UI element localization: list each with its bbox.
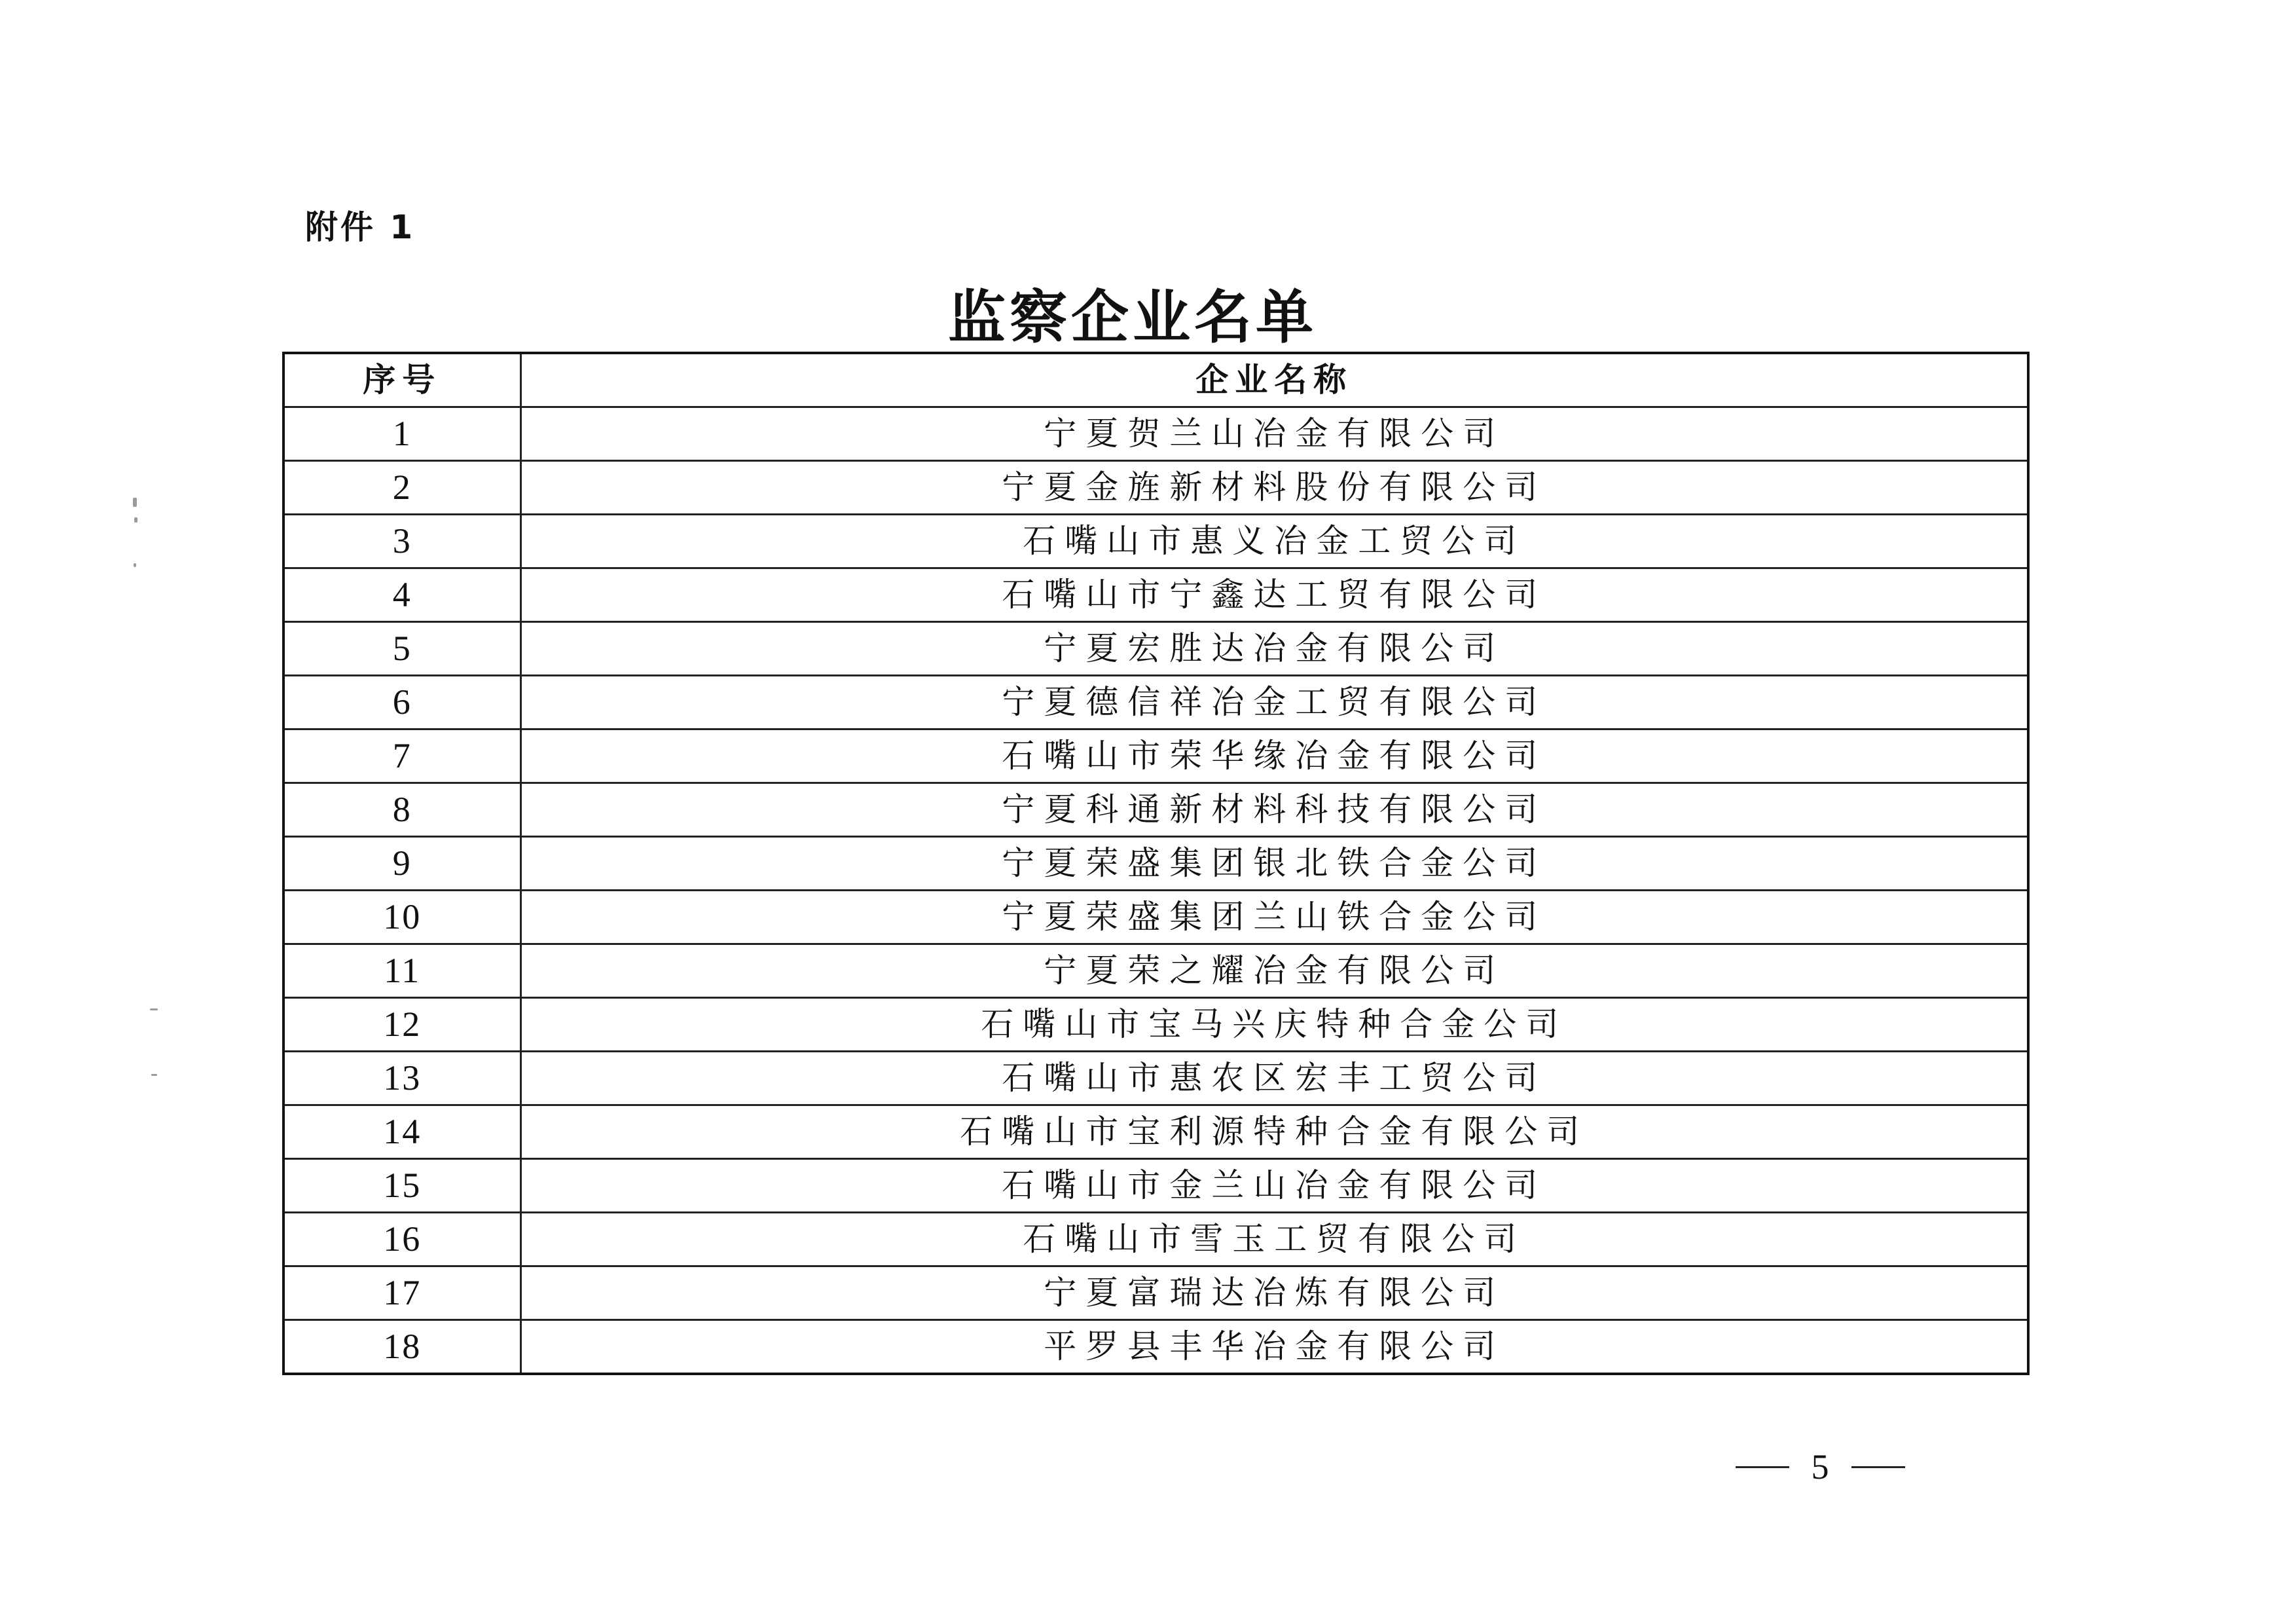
company-name-cell: 石嘴山市荣华缘冶金有限公司 [520, 729, 2028, 783]
company-name-cell: 石嘴山市雪玉工贸有限公司 [520, 1213, 2028, 1266]
company-name-cell: 宁夏贺兰山冶金有限公司 [520, 407, 2028, 461]
table-row [283, 1320, 2028, 1375]
serial-number-cell: 2 [283, 461, 520, 515]
serial-number-cell: 11 [283, 944, 520, 998]
serial-number-cell: 15 [283, 1159, 520, 1213]
scan-artifact [134, 563, 136, 567]
serial-number-cell: 6 [283, 676, 520, 729]
company-name-cell: 石嘴山市宁鑫达工贸有限公司 [520, 568, 2028, 622]
serial-number-cell: 14 [283, 1105, 520, 1159]
company-name-cell: 石嘴山市宝马兴庆特种合金公司 [520, 998, 2028, 1052]
company-name-cell: 石嘴山市惠农区宏丰工贸公司 [520, 1052, 2028, 1105]
company-name-cell: 石嘴山市宝利源特种合金有限公司 [520, 1105, 2028, 1159]
scan-artifact [133, 498, 137, 507]
company-name-cell: 平罗县丰华冶金有限公司 [520, 1320, 2028, 1375]
table-row [283, 944, 2028, 998]
serial-number-cell: 10 [283, 891, 520, 944]
page-number: 5 [1811, 1447, 1829, 1486]
table-row [283, 622, 2028, 676]
company-name-cell: 石嘴山市金兰山冶金有限公司 [520, 1159, 2028, 1213]
serial-number-cell: 5 [283, 622, 520, 676]
scan-artifact [134, 517, 137, 523]
serial-number-cell: 17 [283, 1266, 520, 1320]
table-row [283, 891, 2028, 944]
header-serial-number: 序号 [283, 353, 520, 407]
serial-number-cell: 1 [283, 407, 520, 461]
company-list-table [282, 352, 2030, 1375]
table-row [283, 568, 2028, 622]
table-row [283, 1159, 2028, 1213]
serial-number-cell: 4 [283, 568, 520, 622]
company-name-cell: 宁夏荣盛集团银北铁合金公司 [520, 837, 2028, 891]
serial-number-cell: 3 [283, 515, 520, 568]
table-row [283, 1266, 2028, 1320]
table-header-row [283, 353, 2028, 407]
company-name-cell: 宁夏宏胜达冶金有限公司 [520, 622, 2028, 676]
company-name-cell: 石嘴山市惠义冶金工贸公司 [520, 515, 2028, 568]
company-name-cell: 宁夏金旌新材料股份有限公司 [520, 461, 2028, 515]
serial-number-cell: 9 [283, 837, 520, 891]
serial-number-cell: 16 [283, 1213, 520, 1266]
table-row [283, 407, 2028, 461]
header-company-name: 企业名称 [520, 353, 2028, 407]
page-number-dash-right [1851, 1466, 1905, 1468]
table-row [283, 837, 2028, 891]
company-name-cell: 宁夏德信祥冶金工贸有限公司 [520, 676, 2028, 729]
serial-number-cell: 7 [283, 729, 520, 783]
serial-number-cell: 13 [283, 1052, 520, 1105]
table-row [283, 1052, 2028, 1105]
table-row [283, 676, 2028, 729]
table-row [283, 1105, 2028, 1159]
table-row [283, 515, 2028, 568]
table-row [283, 729, 2028, 783]
page-number-footer [1715, 1447, 1925, 1486]
company-name-cell: 宁夏富瑞达冶炼有限公司 [520, 1266, 2028, 1320]
company-name-cell: 宁夏科通新材料科技有限公司 [520, 783, 2028, 837]
table-row [283, 998, 2028, 1052]
company-name-cell: 宁夏荣之耀冶金有限公司 [520, 944, 2028, 998]
table-row [283, 461, 2028, 515]
company-name-cell: 宁夏荣盛集团兰山铁合金公司 [520, 891, 2028, 944]
serial-number-cell: 18 [283, 1320, 520, 1375]
serial-number-cell: 8 [283, 783, 520, 837]
serial-number-cell: 12 [283, 998, 520, 1052]
document-title: 监察企业名单 [947, 284, 1317, 351]
table-row [283, 783, 2028, 837]
scan-artifact [151, 1074, 157, 1076]
page-number-dash-left [1736, 1466, 1789, 1468]
scan-artifact [150, 1008, 158, 1010]
attachment-label: 附件 1 [305, 208, 416, 246]
table-row [283, 1213, 2028, 1266]
